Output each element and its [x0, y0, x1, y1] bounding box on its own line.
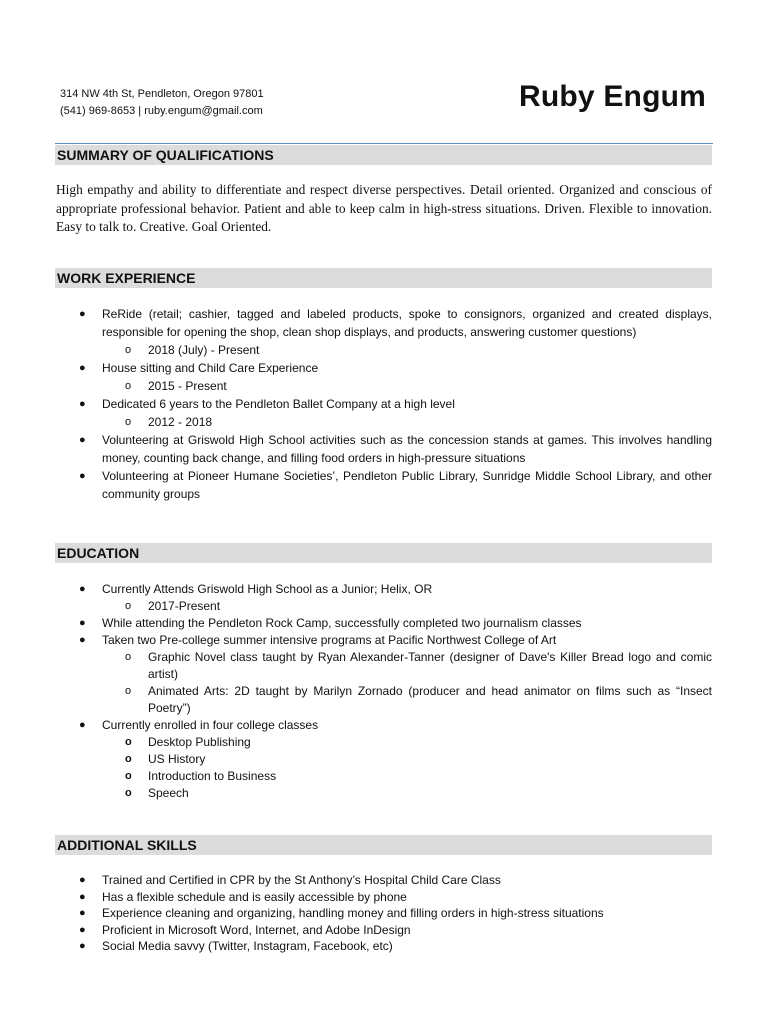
- sub-list-item: o US History: [125, 752, 206, 766]
- sub-list-item: o 2017-Present: [125, 599, 221, 613]
- bullet-icon: ●: [79, 470, 86, 482]
- bullet-icon: ●: [79, 362, 86, 374]
- circle-bullet-icon: o: [125, 787, 132, 799]
- work-experience-heading: WORK EXPERIENCE: [55, 268, 712, 288]
- bullet-icon: ●: [79, 398, 86, 410]
- circle-bullet-icon: o: [125, 753, 132, 765]
- list-item: ● Currently enrolled in four college classes: [79, 718, 319, 732]
- circle-bullet-icon: o: [125, 651, 132, 663]
- work-experience-list: [55, 305, 712, 503]
- sub-list-item: o Animated Arts: 2D taught by Marilyn Zornado (producer and head animator on films such as “Insect Poetry”): [125, 684, 712, 715]
- list-item: ● Taken two Pre-college summer intensive programs at Pacific Northwest College of Art: [79, 633, 557, 647]
- list-item: ● Dedicated 6 years to the Pendleton Ballet Company at a high level: [79, 397, 455, 411]
- bullet-icon: ●: [79, 923, 86, 936]
- bullet-icon: ●: [79, 634, 86, 646]
- list-item: ● House sitting and Child Care Experience: [79, 361, 319, 375]
- bullet-icon: ●: [79, 890, 86, 903]
- circle-bullet-icon: o: [125, 685, 132, 697]
- sub-list-item: o Speech: [125, 786, 189, 800]
- sub-list-item: o 2012 - 2018: [125, 415, 213, 429]
- sub-list-item: o 2018 (July) - Present: [125, 343, 260, 357]
- list-item: ● Trained and Certified in CPR by the St Anthony’s Hospital Child Care Class: [79, 873, 501, 887]
- additional-skills-heading: ADDITIONAL SKILLS: [55, 835, 712, 855]
- phone-email-line: (541) 969-8653 | ruby.engum@gmail.com: [60, 105, 263, 117]
- circle-bullet-icon: o: [125, 736, 132, 748]
- list-item: ● ReRide (retail; cashier, tagged and labeled products, spoke to consignors, organized and created displays, responsible for opening the shop, clean shop displays, and products, answering customer questions): [79, 307, 712, 339]
- bullet-icon: ●: [79, 308, 86, 320]
- bullet-icon: ●: [79, 940, 86, 952]
- bullet-icon: ●: [79, 617, 86, 629]
- list-item: ● While attending the Pendleton Rock Camp, successfully completed two journalism classes: [79, 616, 582, 630]
- list-item: ● Social Media savvy (Twitter, Instagram, Facebook, etc): [79, 939, 393, 953]
- list-item: ● Volunteering at Pioneer Humane Societies’, Pendleton Public Library, Sunridge Middle School Library, and other community groups: [79, 469, 712, 501]
- list-item: ● Has a flexible schedule and is easily accessible by phone: [79, 889, 407, 904]
- sub-list-item: o 2015 - Present: [125, 379, 227, 393]
- circle-bullet-icon: o: [125, 600, 132, 612]
- summary-heading: SUMMARY OF QUALIFICATIONS: [55, 145, 712, 165]
- summary-text: High empathy and ability to differentiate and respect diverse perspectives. Detail oriented. Organized and conscious of appropriate professional behavior. Patient and able to keep calm in high-stress situations. Driven. Flexible to innovation. Easy to talk to. Creative. Goal Oriented.: [56, 182, 712, 234]
- circle-bullet-icon: o: [125, 770, 132, 782]
- sub-list-item: o Desktop Publishing: [125, 735, 251, 749]
- header-divider: [55, 143, 713, 144]
- education-heading: EDUCATION: [55, 543, 712, 563]
- bullet-icon: ●: [79, 874, 86, 886]
- contact-block: [60, 86, 264, 120]
- bullet-icon: ●: [79, 907, 86, 919]
- list-item: ● Currently Attends Griswold High School as a Junior; Helix, OR: [79, 582, 433, 596]
- bullet-icon: ●: [79, 434, 86, 446]
- sub-list-item: o Graphic Novel class taught by Ryan Alexander-Tanner (designer of Dave's Killer Bread logo and comic artist): [125, 650, 712, 681]
- bullet-icon: ●: [79, 719, 86, 731]
- additional-skills-list: [55, 872, 712, 955]
- circle-bullet-icon: o: [125, 416, 132, 428]
- address-line: 314 NW 4th St, Pendleton, Oregon 97801: [60, 88, 264, 100]
- circle-bullet-icon: o: [125, 380, 132, 392]
- sub-list-item: o Introduction to Business: [125, 769, 277, 783]
- list-item: ● Experience cleaning and organizing, handling money and filling orders in high-stress situations: [79, 906, 604, 920]
- list-item: ● Volunteering at Griswold High School activities such as the concession stands at games. This involves handling money, counting back change, and filling food orders in high-pressure situations: [79, 433, 712, 465]
- list-item: ● Proficient in Microsoft Word, Internet, and Adobe InDesign: [79, 922, 411, 937]
- education-list: [55, 581, 712, 802]
- circle-bullet-icon: o: [125, 344, 132, 356]
- bullet-icon: ●: [79, 583, 86, 595]
- applicant-name: Ruby Engum: [519, 80, 706, 113]
